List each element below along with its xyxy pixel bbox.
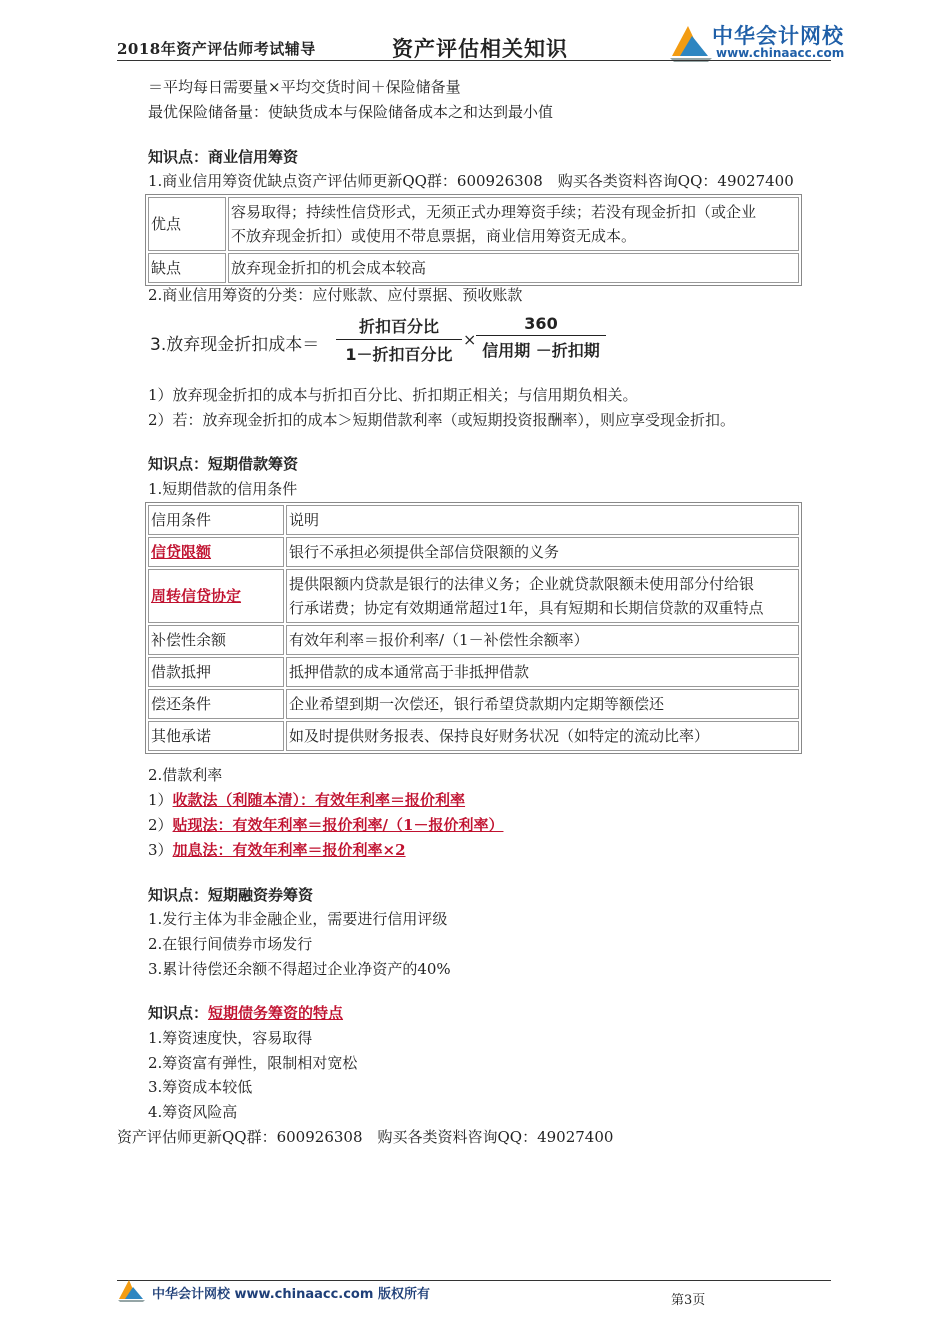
footer-logo-icon <box>117 1277 149 1303</box>
table-row <box>148 253 799 283</box>
formula-denominator-1: 1－折扣百分比 <box>345 345 453 364</box>
list-item: 2.在银行间债券市场发行 <box>148 935 313 953</box>
list-item: 2.筹资富有弹性，限制相对宽松 <box>148 1054 358 1072</box>
list-item: 3.累计待偿还余额不得超过企业净资产的40% <box>148 960 451 978</box>
loan-credit-terms-table <box>145 502 802 754</box>
formula-times: × <box>463 330 477 349</box>
table-cell-value: 银行不承担必须提供全部信贷限额的义务 <box>286 537 799 567</box>
header-center-title: 资产评估相关知识 <box>392 36 568 61</box>
list-item: 3.筹资成本较低 <box>148 1078 253 1096</box>
table-cell-value: 如及时提供财务报表、保持良好财务状况（如特定的流动比率） <box>286 721 799 751</box>
section-title-short-term-debt <box>148 1002 343 1024</box>
table-row <box>148 537 799 567</box>
logo-url: www.chinaacc.com <box>716 46 845 60</box>
intro-line-2: 最优保险储备量：使缺货成本与保险储备成本之和达到最小值 <box>148 103 554 121</box>
table-cell-value <box>286 569 799 623</box>
table-row <box>148 625 799 655</box>
sec2-line-1: 1.短期借款的信用条件 <box>148 480 298 498</box>
page-number: 第3页 <box>671 1293 706 1308</box>
table-cell-key: 缺点 <box>148 253 226 283</box>
list-item: 1.筹资速度快，容易取得 <box>148 1029 313 1047</box>
table-cell-key: 补偿性余额 <box>148 625 284 655</box>
rate-method-3 <box>148 839 406 861</box>
table-row <box>148 569 799 623</box>
table-cell-value: 企业希望到期一次偿还，银行希望贷款期内定期等额偿还 <box>286 689 799 719</box>
rate-method-1 <box>148 789 465 811</box>
rate-method-prefix: 1） <box>148 791 173 809</box>
table-cell-key <box>148 537 284 567</box>
short-term-debt-link[interactable]: 短期债务筹资的特点 <box>208 1004 344 1022</box>
formula-denominator-2: 信用期 －折扣期 <box>482 341 600 360</box>
formula-fraction-1 <box>336 314 462 365</box>
rate-method-prefix: 2） <box>148 816 173 834</box>
section-title-prefix: 知识点： <box>148 1004 209 1022</box>
table-row <box>148 197 799 251</box>
sec1-line-2: 2.商业信用筹资的分类：应付账款、应付票据、预收账款 <box>148 286 523 304</box>
formula-numerator-1: 折扣百分比 <box>336 314 462 340</box>
table-row <box>148 689 799 719</box>
logo-name: 中华会计网校 <box>712 24 844 48</box>
table-cell-value: 抵押借款的成本通常高于非抵押借款 <box>286 657 799 687</box>
rate-method-text: 贴现法：有效年利率＝报价利率/（1－报价利率） <box>172 816 504 834</box>
discount-cost-formula <box>150 312 620 366</box>
rate-method-text: 加息法：有效年利率＝报价利率×2 <box>172 841 406 859</box>
table-cell-key: 借款抵押 <box>148 657 284 687</box>
table-cell-line: 行承诺费；协定有效期通常超过1年，具有短期和长期信贷款的双重特点 <box>289 599 764 617</box>
table-cell-key: 其他承诺 <box>148 721 284 751</box>
table-row <box>148 657 799 687</box>
section-title-short-term-loan: 知识点：短期借款筹资 <box>148 455 299 473</box>
table-cell-key: 优点 <box>148 197 226 251</box>
formula-lead: 3.放弃现金折扣成本＝ <box>150 335 320 355</box>
credit-limit-term: 信贷限额 <box>151 543 212 561</box>
list-item: 4.筹资风险高 <box>148 1103 238 1121</box>
revolving-credit-term: 周转信贷协定 <box>151 587 242 605</box>
formula-numerator-2: 360 <box>476 314 606 336</box>
sec2-line-2: 2.借款利率 <box>148 766 223 784</box>
table-header-key: 信用条件 <box>148 505 284 535</box>
section-title-commercial-credit: 知识点：商业信用筹资 <box>148 148 299 166</box>
promo-line: 资产评估师更新QQ群：600926308 购买各类资料咨询QQ：49027400 <box>117 1128 614 1146</box>
table-header-row <box>148 505 799 535</box>
header-divider <box>117 60 831 61</box>
footer-copyright: 中华会计网校 www.chinaacc.com 版权所有 <box>152 1287 430 1302</box>
commercial-credit-table <box>145 194 802 286</box>
intro-line-1: ＝平均每日需要量×平均交货时间＋保险储备量 <box>148 78 461 96</box>
formula-fraction-2 <box>476 314 606 361</box>
table-cell-value <box>228 197 799 251</box>
table-cell-line: 不放弃现金折扣）或使用不带息票据，商业信用筹资无成本。 <box>231 227 637 245</box>
table-cell-line: 容易取得；持续性信贷形式，无须正式办理筹资手续；若没有现金折扣（或企业 <box>231 203 757 221</box>
section-title-short-term-notes: 知识点：短期融资券筹资 <box>148 886 314 904</box>
header-left-title: 2018年资产评估师考试辅导 <box>117 40 316 58</box>
sec1-note-2: 2）若：放弃现金折扣的成本＞短期借款利率（或短期投资报酬率），则应享受现金折扣。 <box>148 411 736 429</box>
table-cell-key: 偿还条件 <box>148 689 284 719</box>
rate-method-text: 收款法（利随本清）：有效年利率＝报价利率 <box>172 791 466 809</box>
table-cell-value: 放弃现金折扣的机会成本较高 <box>228 253 799 283</box>
rate-method-2 <box>148 814 503 836</box>
table-cell-value: 有效年利率＝报价利率/（1－补偿性余额率） <box>286 625 799 655</box>
rate-method-prefix: 3） <box>148 841 173 859</box>
list-item: 1.发行主体为非金融企业，需要进行信用评级 <box>148 910 448 928</box>
table-header-value: 说明 <box>286 505 799 535</box>
table-cell-key <box>148 569 284 623</box>
sec1-note-1: 1）放弃现金折扣的成本与折扣百分比、折扣期正相关；与信用期负相关。 <box>148 386 638 404</box>
table-row <box>148 721 799 751</box>
sec1-line-1: 1.商业信用筹资优缺点资产评估师更新QQ群：600926308 购买各类资料咨询QQ：49027400 <box>148 172 794 190</box>
table-cell-line: 提供限额内贷款是银行的法律义务；企业就贷款限额未使用部分付给银 <box>289 575 755 593</box>
footer-divider <box>117 1280 831 1281</box>
